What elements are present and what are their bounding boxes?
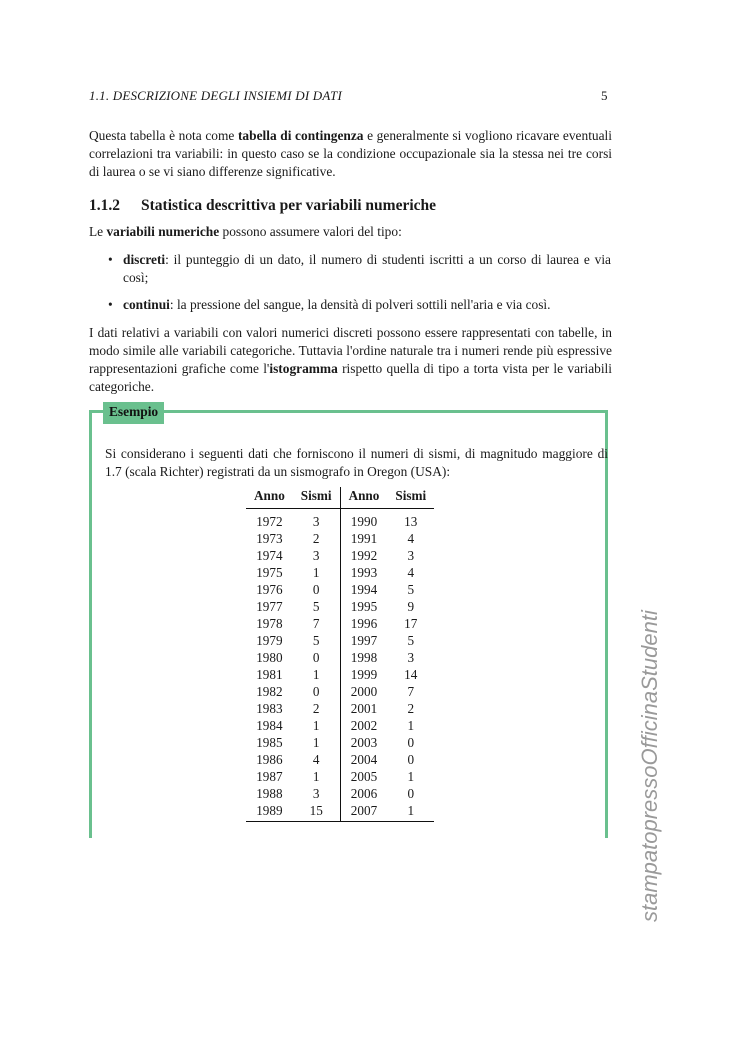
bullet-item: • continui: la pressione del sangue, la densità di polveri sottili nell'aria e via così. [108, 297, 551, 312]
table-row [246, 751, 434, 768]
lead-paragraph: Le variabili numeriche possono assumere valori del tipo: [89, 224, 402, 239]
section-heading: 1.1.2 Statistica descrittiva per variabili numeriche [89, 197, 437, 214]
table-cell: 0 [407, 785, 415, 801]
table-cell: 14 [404, 666, 418, 682]
table-row [246, 768, 434, 785]
table-cell: 1981 [256, 666, 283, 682]
table-cell: 1994 [350, 581, 378, 597]
table-cell: 2003 [350, 734, 378, 750]
table-cell: 1996 [350, 615, 378, 631]
table-cell: 1 [293, 734, 340, 751]
bullet-icon: • [108, 297, 113, 312]
col-header: Sismi [387, 487, 434, 509]
table-row [246, 700, 434, 717]
table-cell: 13 [404, 513, 418, 529]
table-row [246, 666, 434, 683]
table-cell: 1974 [256, 547, 283, 563]
table-cell: 1 [293, 768, 340, 785]
table-cell: 0 [293, 649, 340, 666]
table-row [246, 734, 434, 751]
table-cell: 1991 [350, 530, 378, 546]
table-cell: 3 [293, 547, 340, 564]
table-cell: 1 [293, 564, 340, 581]
table-row [246, 598, 434, 615]
term-numeric-variables: variabili numeriche [106, 224, 220, 239]
table-cell: 5 [293, 598, 340, 615]
table-cell: 1988 [256, 785, 283, 801]
table-cell: 1989 [246, 802, 293, 822]
table-cell: 15 [293, 802, 340, 822]
table-cell: 1973 [256, 530, 283, 546]
earthquake-table [246, 487, 434, 822]
table-cell: 1980 [256, 649, 283, 665]
table-cell: 2002 [350, 717, 378, 733]
table-cell: 1990 [350, 513, 378, 529]
table-cell: 4 [407, 530, 415, 546]
table-cell: 1 [407, 768, 415, 784]
table-cell: 5 [407, 632, 415, 648]
table-cell: 0 [293, 581, 340, 598]
table-cell: 1 [407, 717, 415, 733]
table-cell: 2000 [350, 683, 378, 699]
table-cell: 0 [407, 751, 415, 767]
table-cell: 0 [293, 683, 340, 700]
example-label: Esempio [103, 402, 164, 424]
example-text: Si considerano i seguenti dati che forniscono il numeri di sismi, di magnitudo maggiore di 1.7 (scala Richter) registrati da un sismografo in Oregon (USA): [105, 446, 608, 479]
table-cell: 2005 [350, 768, 378, 784]
table-row [246, 785, 434, 802]
table-row [246, 547, 434, 564]
table-cell: 1984 [256, 717, 283, 733]
table-cell: 1998 [350, 649, 378, 665]
table-row [246, 717, 434, 734]
bullet-icon: • [108, 252, 113, 267]
table-cell: 17 [404, 615, 418, 631]
col-header: Anno [246, 487, 293, 509]
table-cell: 7 [407, 683, 415, 699]
table-cell: 4 [407, 564, 415, 580]
table-row [246, 683, 434, 700]
table-cell: 3 [293, 509, 340, 531]
table-cell: 2 [293, 700, 340, 717]
term-contingency-table: tabella di contingenza [237, 128, 364, 143]
table-cell: 1985 [256, 734, 283, 750]
table-row [246, 509, 434, 531]
table-cell: 1997 [350, 632, 378, 648]
table-cell: 1 [293, 717, 340, 734]
page-number: 5 [601, 88, 608, 103]
table-cell: 1976 [256, 581, 283, 597]
bullet-item: • discreti: il punteggio di un dato, il numero di studenti iscritti a un corso di laurea e via così; [108, 252, 611, 285]
table-row [246, 564, 434, 581]
table-cell: 2006 [350, 785, 378, 801]
table-cell: 1975 [256, 564, 283, 580]
histogram-paragraph: I dati relativi a variabili con valori numerici discreti possono essere rappresentati con tabelle, in modo simile alle variabili categoriche. Tuttavia l'ordine naturale tra i numeri rende più espressive rappresentazioni grafiche come l'istogramma rispetto quella di tipo a torta vista per le variabili categoriche. [89, 325, 612, 394]
table-cell: 2007 [340, 802, 387, 822]
table-row [246, 581, 434, 598]
table-row [246, 632, 434, 649]
table-cell: 1972 [256, 513, 283, 529]
table-row [246, 802, 434, 822]
watermark: stampatopressoOfficinaStudenti [637, 610, 662, 922]
table-cell: 1986 [256, 751, 283, 767]
table-cell: 1992 [350, 547, 378, 563]
table-cell: 2001 [350, 700, 378, 716]
running-head: 1.1. DESCRIZIONE DEGLI INSIEMI DI DATI [89, 88, 343, 103]
table-cell: 0 [407, 734, 415, 750]
term-histogram: istogramma [269, 361, 338, 376]
col-header: Anno [340, 487, 387, 509]
table-row [246, 530, 434, 547]
table-cell: 5 [407, 581, 415, 597]
table-cell: 1978 [256, 615, 283, 631]
table-cell: 2004 [350, 751, 378, 767]
table-cell: 9 [407, 598, 415, 614]
table-cell: 3 [293, 785, 340, 802]
table-cell: 2 [293, 530, 340, 547]
table-cell: 1 [387, 802, 434, 822]
table-cell: 1999 [350, 666, 378, 682]
table-cell: 3 [407, 649, 415, 665]
table-cell: 1979 [256, 632, 283, 648]
intro-paragraph: Questa tabella è nota come tabella di contingenza e generalmente si vogliono ricavare eventuali correlazioni tra variabili: in questo caso se la condizione occupazionale sia la stessa nei tre corsi di laurea o se vi siano differenze significative. [89, 128, 612, 179]
table-row [246, 615, 434, 632]
table-row [246, 649, 434, 666]
table-cell: 5 [293, 632, 340, 649]
table-cell: 2 [407, 700, 415, 716]
table-header-row [246, 487, 434, 509]
table-cell: 1995 [350, 598, 378, 614]
table-cell: 1977 [256, 598, 283, 614]
table-cell: 1993 [350, 564, 378, 580]
table-cell: 7 [293, 615, 340, 632]
table-cell: 1982 [256, 683, 283, 699]
table-cell: 4 [293, 751, 340, 768]
table-cell: 1 [293, 666, 340, 683]
table-cell: 1983 [256, 700, 283, 716]
table-cell: 1987 [256, 768, 283, 784]
table-cell: 3 [407, 547, 415, 563]
col-header: Sismi [293, 487, 340, 509]
